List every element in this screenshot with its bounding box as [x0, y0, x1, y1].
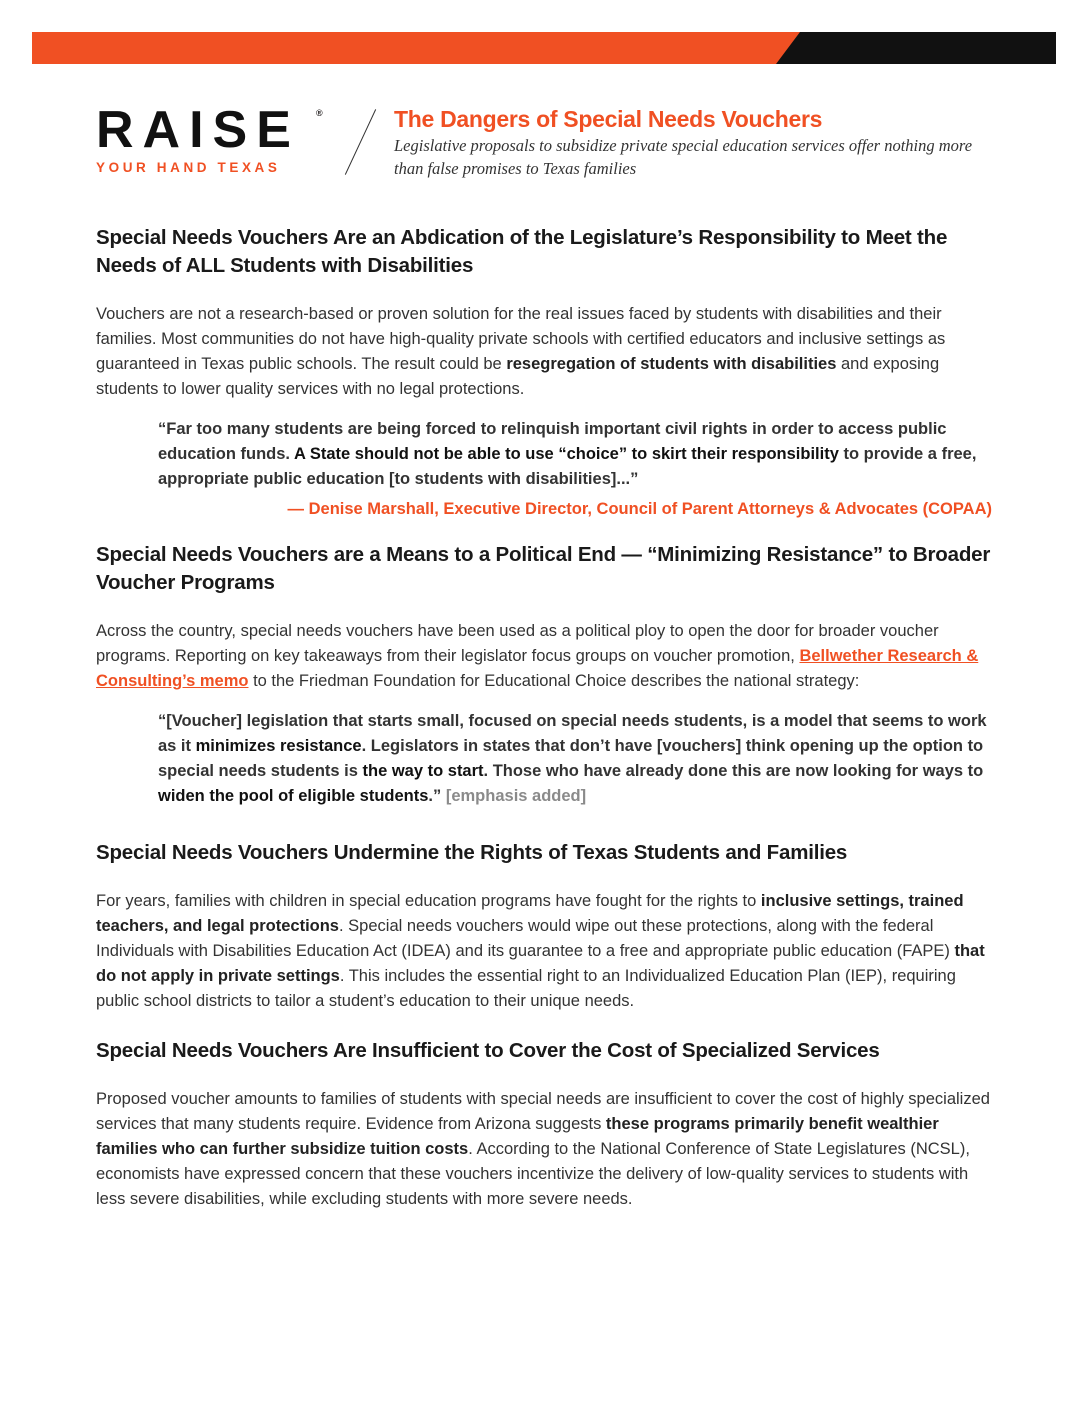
quote-text: . Those who have already done this are now looking for ways to — [483, 762, 984, 780]
section-heading-political-end: Special Needs Vouchers are a Means to a Political End — “Minimizing Resistance” to Broader Voucher Programs — [96, 543, 991, 594]
text-run: . This includes the essential right to an Individualized Education Plan (IEP), requiring public school districts to tailor a student’s education to their unique needs. — [96, 967, 956, 1010]
paragraph-rights — [96, 889, 996, 1014]
paragraph-costs — [96, 1087, 996, 1212]
logo-tagline: YOUR HAND TEXAS — [96, 160, 281, 175]
section-heading-insufficient: Special Needs Vouchers Are Insufficient to Cover the Cost of Specialized Services — [96, 1039, 880, 1062]
banner-black-stripe — [776, 32, 1056, 64]
emphasis-inclusive-settings: inclusive settings, trained teachers, and legal protections — [96, 892, 964, 935]
quote-attribution: — Denise Marshall, Executive Director, Council of Parent Attorneys & Advocates (COPAA) — [287, 500, 992, 518]
bellwether-memo-link[interactable]: Bellwether Research & Consulting’s memo — [96, 647, 979, 690]
quote-text: . Legislators in states that don’t have [vouchers] think opening up the option to special needs students is — [158, 737, 984, 780]
emphasis-wealthier-families: these programs primarily benefit wealthier families who can further subsidize tuition costs — [96, 1115, 939, 1158]
text-run: Proposed voucher amounts to families of students with special needs are insufficient to cover the cost of highly specialized services that many students require. Evidence from Arizona suggests — [96, 1090, 990, 1133]
text-run: and exposing students to lower quality services with no legal protections. — [96, 355, 940, 398]
text-run: Vouchers are not a research-based or proven solution for the real issues faced by students with disabilities and their families. Most communities do not have high-quality private schools with certified educators and inclusive settings as guaranteed in Texas public schools. The result could be — [96, 305, 946, 373]
quote-text: “[Voucher] legislation that starts small, focused on special needs students, is a model that seems to work as it — [158, 712, 987, 755]
quote-emphasis: minimizes resistance — [195, 737, 362, 755]
text-run: Across the country, special needs vouchers have been used as a political ploy to open the door for broader voucher programs. Reporting on key takeaways from their legislator focus groups on voucher promotion, — [96, 622, 939, 665]
paragraph-political-ploy — [96, 619, 996, 694]
blockquote-bellwether — [158, 709, 998, 809]
quote-emphasis: A State should not be able to use “choice” to skirt their responsibility — [293, 445, 839, 463]
emphasis-added-note: [emphasis added] — [445, 787, 587, 805]
text-run: For years, families with children in special education programs have fought for the rights to — [96, 892, 761, 910]
document-subtitle: Legislative proposals to subsidize private special education services offer nothing more than false promises to Texas families — [394, 136, 973, 178]
text-run: . Special needs vouchers would wipe out these protections, along with the federal Individuals with Disabilities Education Act (IDEA) and its guarantee to a free and appropriate public education (FAPE) — [96, 917, 955, 960]
quote-text: .” — [428, 787, 446, 805]
quote-text: to provide a free, appropriate public education [to students with disabilities]...” — [158, 445, 977, 488]
raise-your-hand-texas-logo — [96, 101, 326, 175]
document-body — [96, 224, 996, 1212]
top-banner-bar — [32, 32, 1056, 64]
logo-wordmark: RAISE — [96, 101, 300, 159]
header-divider-slash — [345, 109, 376, 175]
section-heading-abdication: Special Needs Vouchers Are an Abdication of the Legislature’s Responsibility to Meet the Needs of ALL Students with Disabilities — [96, 226, 948, 277]
banner-orange-stripe — [32, 32, 800, 64]
section-heading-rights: Special Needs Vouchers Undermine the Rights of Texas Students and Families — [96, 841, 848, 864]
quote-emphasis: widen the pool of eligible students — [158, 787, 429, 805]
paragraph-research — [96, 302, 996, 402]
quote-emphasis: the way to start — [362, 762, 484, 780]
logo-registered-mark: ® — [316, 108, 323, 118]
quote-text: “Far too many students are being forced to relinquish important civil rights in order to access public education funds. — [158, 420, 947, 463]
text-run: . According to the National Conference of State Legislatures (NCSL), economists have expressed concern that these vouchers incentivize the delivery of low-quality services to students with less severe disabilities, while excluding students with more severe needs. — [96, 1140, 970, 1208]
blockquote-copaa — [158, 417, 998, 492]
emphasis-private-settings: that do not apply in private settings — [96, 942, 985, 985]
document-title: The Dangers of Special Needs Vouchers — [394, 106, 823, 132]
emphasis-resegregation: resegregation of students with disabilities — [506, 355, 837, 373]
text-run: to the Friedman Foundation for Educational Choice describes the national strategy: — [248, 672, 860, 690]
